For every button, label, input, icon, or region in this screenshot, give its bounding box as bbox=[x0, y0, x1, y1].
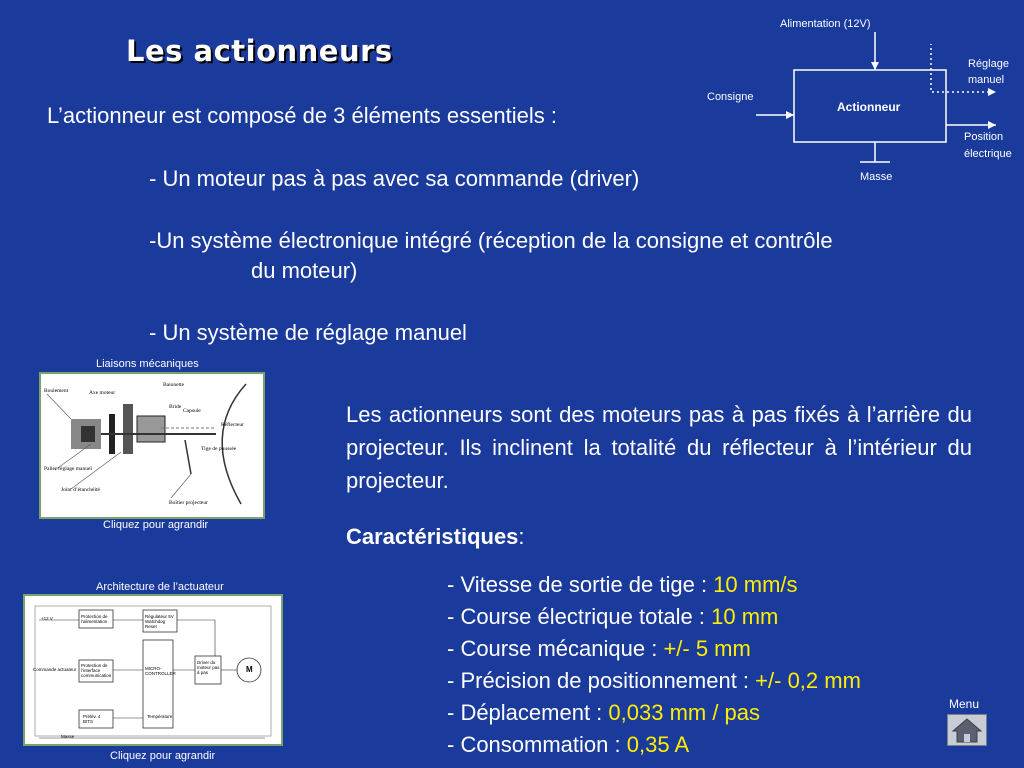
fig2-label: Protection de l’alimentation bbox=[81, 614, 108, 624]
architecture-thumbnail[interactable] bbox=[23, 594, 283, 746]
spec-label: - Course électrique totale : bbox=[447, 604, 712, 629]
diagram-right-bottom-label: électrique bbox=[964, 148, 1012, 160]
spec-item bbox=[447, 569, 861, 601]
spec-value: 0,35 A bbox=[626, 732, 690, 757]
diagram-right-top-label: manuel bbox=[968, 74, 1005, 86]
manual-adjust-arrow bbox=[988, 88, 996, 96]
setpoint-arrow bbox=[786, 111, 794, 119]
fig2-label: Température bbox=[147, 714, 173, 719]
diagram-top-label: Alimentation (12V) bbox=[780, 18, 871, 30]
fig2-label: Masse bbox=[61, 734, 75, 739]
intro-text: L’actionneur est composé de 3 éléments essentiels : bbox=[47, 103, 557, 128]
diagram-box-label: Actionneur bbox=[837, 100, 901, 114]
specs-list bbox=[447, 569, 861, 761]
diagram-right-top-label: Réglage bbox=[968, 58, 1009, 70]
position-arrow bbox=[988, 121, 996, 129]
spec-value: 10 mm bbox=[711, 604, 779, 629]
figure1-enlarge-link[interactable]: Cliquez pour agrandir bbox=[103, 519, 209, 531]
page-title: Les actionneurs bbox=[126, 34, 393, 68]
component-item: - Un système de réglage manuel bbox=[149, 320, 467, 345]
spec-item bbox=[447, 665, 861, 697]
fig1-label: Baionette bbox=[163, 382, 185, 388]
fig2-label: Prélèv. 4 BITS bbox=[83, 714, 101, 724]
fig1-label: Boîtier projecteur bbox=[169, 500, 208, 506]
fig2-label: Protection de l’interface communication bbox=[81, 663, 112, 678]
home-icon bbox=[948, 715, 986, 745]
spec-value: +/- 5 mm bbox=[663, 636, 751, 661]
diagram-left-label: Consigne bbox=[707, 91, 754, 103]
description-paragraph: Les actionneurs sont des moteurs pas à pas fixés à l’arrière du projecteur. Ils inclinent la totalité du réflecteur à l’intérieur du projecteur. bbox=[346, 402, 972, 493]
home-button[interactable] bbox=[947, 714, 987, 746]
spec-value: 0,033 mm / pas bbox=[608, 700, 761, 725]
spec-label: - Course mécanique : bbox=[447, 636, 664, 661]
characteristics-heading bbox=[346, 524, 525, 550]
figure2-enlarge-link[interactable]: Cliquez pour agrandir bbox=[110, 750, 216, 762]
menu-label[interactable]: Menu bbox=[949, 697, 980, 711]
actuator-block-diagram bbox=[700, 14, 1024, 194]
mechanical-linkage-thumbnail[interactable] bbox=[39, 372, 265, 519]
spec-label: - Consommation : bbox=[447, 732, 627, 757]
figure1-caption-top: Liaisons mécaniques bbox=[96, 358, 199, 370]
diagram-right-bottom-label: Position bbox=[964, 131, 1004, 143]
motor-symbol-label: M bbox=[246, 665, 253, 674]
spec-item bbox=[447, 601, 861, 633]
component-item: - Un moteur pas à pas avec sa commande (driver) bbox=[149, 166, 640, 191]
fig1-label: Tige de poussée bbox=[201, 446, 237, 452]
fig2-label: MICRO-CONTROLLER bbox=[145, 666, 176, 676]
fig2-label: Régulateur 5V Watchdog Reset bbox=[145, 614, 174, 629]
fig1-label: Capsule bbox=[183, 408, 201, 414]
fig2-label: Commande actuateur bbox=[33, 667, 77, 672]
spec-item bbox=[447, 729, 861, 761]
figure2-caption-top: Architecture de l’actuateur bbox=[96, 581, 224, 593]
diagram-bottom-label: Masse bbox=[860, 171, 893, 183]
fig1-label: Bride bbox=[169, 404, 182, 410]
characteristics-heading-text: Caractéristiques bbox=[346, 524, 519, 549]
fig1-label: Roulement bbox=[44, 388, 69, 394]
spec-value: 10 mm/s bbox=[713, 572, 798, 597]
spec-label: - Vitesse de sortie de tige : bbox=[447, 572, 714, 597]
spec-item bbox=[447, 633, 861, 665]
spec-label: - Précision de positionnement : bbox=[447, 668, 756, 693]
fig2-label: Driver du moteur pas à pas bbox=[197, 660, 220, 675]
component-item-continuation: du moteur) bbox=[251, 258, 358, 283]
spec-label: - Déplacement : bbox=[447, 700, 609, 725]
characteristics-colon: : bbox=[518, 524, 525, 549]
fig1-label: Réflecteur bbox=[221, 422, 244, 428]
power-arrow bbox=[871, 62, 879, 70]
fig1-label: Palier réglage manuel bbox=[44, 466, 92, 472]
spec-item bbox=[447, 697, 861, 729]
fig2-label: +12 V bbox=[41, 616, 53, 621]
fig1-label: Joint d’étanchéité bbox=[61, 487, 100, 493]
fig1-label: Axe moteur bbox=[89, 390, 116, 396]
spec-value: +/- 0,2 mm bbox=[755, 668, 861, 693]
component-item: -Un système électronique intégré (réception de la consigne et contrôle bbox=[149, 228, 833, 253]
